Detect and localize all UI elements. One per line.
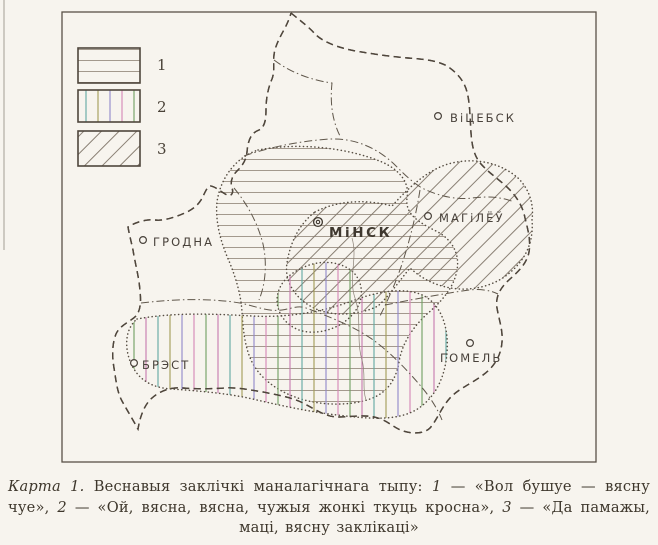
caption-line-3	[8, 518, 650, 539]
caption-line-1	[8, 477, 650, 498]
caption-text: чуе»,	[8, 498, 58, 516]
caption-item-3: 3	[502, 498, 512, 516]
city-marker	[140, 237, 147, 244]
caption-text: — «Ой, вясна, вясна, чужыя жонкі ткуць кросна»,	[66, 498, 503, 516]
diagonal-lines-swatch	[78, 131, 140, 166]
city-marker-capital	[314, 218, 323, 227]
vertical-lines-swatch	[78, 90, 140, 122]
city-marker	[131, 360, 138, 367]
legend-label-1: 1	[157, 56, 167, 74]
caption-figure-number: Карта 1.	[8, 478, 85, 495]
city-viciebsk	[435, 111, 516, 125]
city-label: ГРОДНА	[153, 235, 215, 249]
city-marker	[467, 340, 474, 347]
city-label: ГОМЕЛЬ	[440, 351, 503, 365]
city-label: БРЭСТ	[142, 358, 191, 372]
caption-item-2: 2	[57, 498, 67, 516]
figure-caption	[8, 477, 650, 539]
caption-text: маці, вясну заклікаці»	[239, 519, 419, 536]
city-marker	[435, 113, 442, 120]
city-homiel	[440, 340, 502, 365]
city-hrodna	[140, 235, 215, 249]
legend-label-3: 3	[157, 140, 167, 158]
caption-item-1: 1	[431, 478, 442, 495]
caption-line-2	[8, 498, 650, 519]
city-label: МіНСК	[329, 225, 393, 241]
legend-label-2: 2	[157, 98, 167, 116]
caption-text: — «Да памажы,	[511, 498, 651, 516]
city-label: МАГіЛЁЎ	[439, 211, 505, 225]
city-marker	[425, 213, 432, 220]
caption-text: — «Вол бушуе — вясну	[441, 478, 650, 495]
legend	[78, 48, 167, 166]
city-label: ВіЦЕБСК	[450, 111, 517, 125]
caption-text: Веснавыя заклічкі маналагічнага тыпу:	[84, 478, 432, 495]
horizontal-lines-swatch	[78, 48, 140, 83]
